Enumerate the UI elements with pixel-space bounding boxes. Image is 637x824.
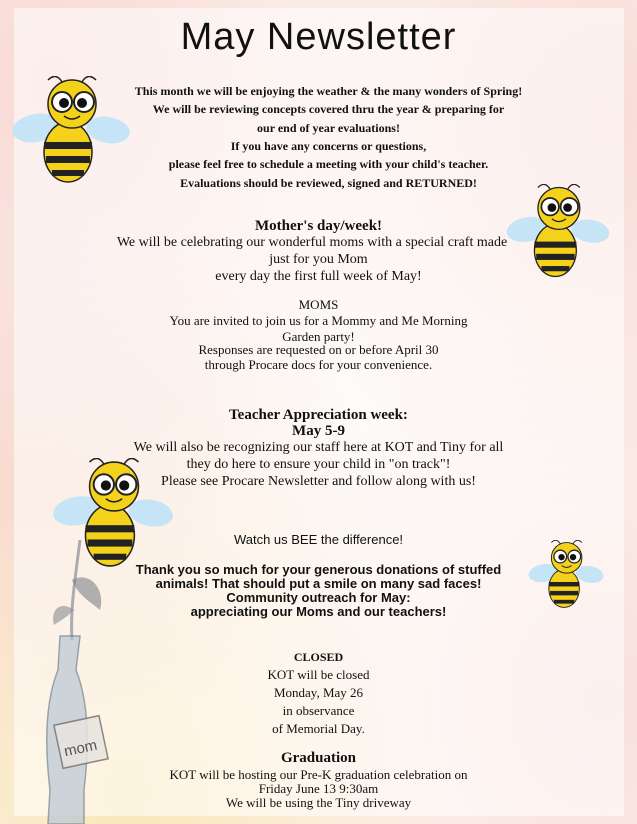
thanks-line: animals! That should put a smile on many sad faces! bbox=[155, 576, 482, 591]
intro-line: our end of year evaluations! bbox=[257, 121, 400, 135]
intro-line: If you have any concerns or questions, bbox=[230, 139, 427, 153]
vase-label: mom bbox=[62, 736, 99, 761]
graduation-line: Friday June 13 9:30am bbox=[258, 781, 379, 796]
graduation-heading: Graduation bbox=[280, 750, 356, 766]
intro-line: Evaluations should be reviewed, signed and RETURNED! bbox=[180, 176, 477, 190]
bee-slogan: Watch us BEE the difference! bbox=[233, 532, 404, 547]
closed-line: Monday, May 26 bbox=[273, 685, 364, 700]
moms-line: Garden party! bbox=[282, 329, 355, 344]
page-title: May Newsletter bbox=[180, 16, 457, 58]
mothers-day-line: every day the first full week of May! bbox=[215, 269, 422, 284]
mothers-day-line: just for you Mom bbox=[269, 252, 368, 267]
closed-line: KOT will be closed bbox=[267, 667, 370, 682]
intro-line: This month we will be enjoying the weather & the many wonders of Spring! bbox=[134, 84, 523, 98]
teacher-week-line: Please see Procare Newsletter and follow along with us! bbox=[161, 474, 476, 489]
moms-heading: MOMS bbox=[298, 297, 339, 312]
moms-line: through Procare docs for your convenience. bbox=[204, 357, 433, 372]
closed-line: in observance bbox=[282, 703, 355, 718]
mothers-day-heading: Mother's day/week! bbox=[254, 218, 383, 234]
moms-line: Responses are requested on or before April 30 bbox=[198, 342, 439, 357]
thanks-line: Thank you so much for your generous donations of stuffed bbox=[135, 562, 502, 577]
moms-line: You are invited to join us for a Mommy and Me Morning bbox=[169, 313, 468, 328]
community-outreach-line: appreciating our Moms and our teachers! bbox=[190, 604, 447, 619]
teacher-week-line: they do here to ensure your child in "on track"! bbox=[186, 457, 451, 472]
intro-line: We will be reviewing concepts covered thru the year & preparing for bbox=[152, 102, 505, 116]
teacher-week-line: We will also be recognizing our staff here at KOT and Tiny for all bbox=[133, 440, 504, 455]
mothers-day-line: We will be celebrating our wonderful moms with a special craft made bbox=[116, 235, 508, 250]
graduation-line: KOT will be hosting our Pre-K graduation celebration on bbox=[169, 767, 468, 782]
graduation-line: We will be using the Tiny driveway bbox=[225, 795, 412, 810]
teacher-week-heading: Teacher Appreciation week: bbox=[229, 407, 408, 423]
intro-line: please feel free to schedule a meeting with your child's teacher. bbox=[168, 157, 489, 171]
community-outreach-line: Community outreach for May: bbox=[226, 590, 411, 605]
closed-line: of Memorial Day. bbox=[272, 721, 365, 736]
closed-heading: CLOSED bbox=[293, 650, 344, 664]
teacher-week-dates: May 5-9 bbox=[292, 423, 345, 439]
